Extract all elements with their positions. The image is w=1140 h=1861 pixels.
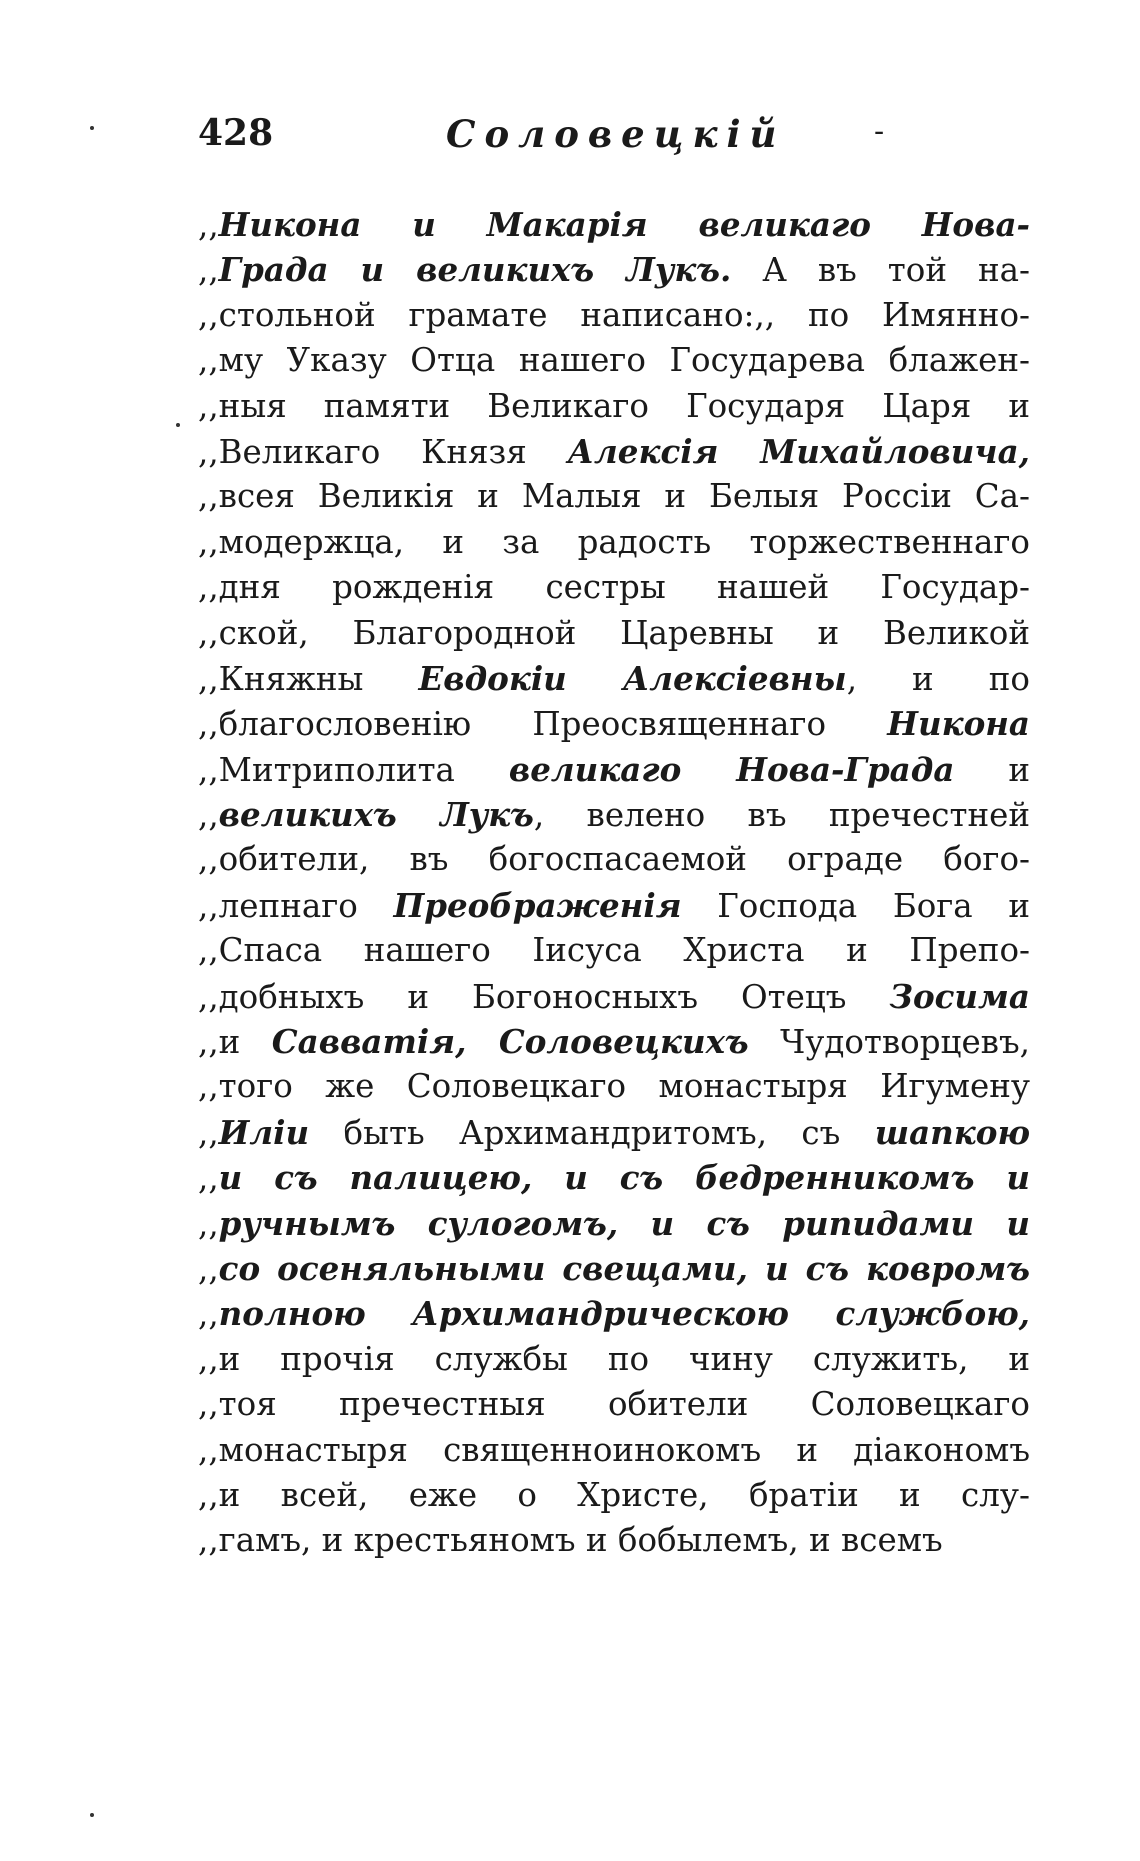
text-line	[198, 1019, 1030, 1064]
text-line	[198, 565, 1030, 610]
italic-text-segment: Зосима	[889, 976, 1030, 1016]
text-segment: ,,и всей, еже о Христе, братіи и слу-	[198, 1475, 1030, 1514]
italic-text-segment: шапкою	[874, 1112, 1030, 1152]
text-line	[198, 1155, 1030, 1200]
text-segment: ,,дня рожденія сестры нашей Государ-	[198, 568, 1030, 607]
text-segment: ,,благословенію Преосвященнаго	[198, 705, 888, 744]
text-segment: быть Архимандритомъ, съ	[309, 1113, 875, 1152]
text-segment: ,,ныя памяти Великаго Государя Царя и	[198, 386, 1030, 425]
text-segment: ,,и прочія службы по чину служить, и	[198, 1339, 1030, 1378]
italic-text-segment: великихъ Лукъ	[218, 795, 534, 835]
italic-text-segment: Града и великихъ Лукъ.	[218, 250, 732, 290]
header-dash: -	[874, 114, 885, 149]
text-line	[198, 1518, 1030, 1563]
italic-text-segment: полною Архимандрическою службою,	[218, 1294, 1030, 1334]
text-segment: ,,	[198, 1159, 219, 1198]
text-line	[198, 429, 1030, 474]
text-segment: ,,всея Великія и Малыя и Белыя Россіи Са-	[198, 477, 1030, 516]
text-line	[198, 1382, 1030, 1427]
text-line	[198, 1428, 1030, 1473]
text-line	[198, 928, 1030, 973]
text-line	[198, 792, 1030, 837]
italic-text-segment: и съ палицею, и съ бедренникомъ и	[218, 1158, 1030, 1198]
text-segment: ,,стольной грамате написано:,, по Имянно-	[198, 295, 1030, 334]
text-line	[198, 1110, 1030, 1155]
text-segment: ,,обители, въ богоспасаемой ограде бого-	[198, 840, 1030, 879]
text-segment: ,,	[198, 206, 219, 244]
italic-text-segment: со осеняльными свещами, и съ ковромъ	[218, 1248, 1030, 1288]
italic-text-segment: ручнымъ сулогомъ, и съ рипидами и	[218, 1203, 1030, 1243]
text-segment: ,,Великаго Князя	[198, 432, 568, 471]
text-segment: ,,тоя пречестныя обители Соловецкаго	[198, 1385, 1030, 1424]
text-line	[198, 1337, 1030, 1382]
print-speck	[176, 423, 180, 427]
text-segment: ,,ской, Благородной Царевны и Великой	[198, 613, 1030, 652]
text-line	[198, 202, 1030, 247]
text-segment: ,,му Указу Отца нашего Государева блажен-	[198, 341, 1030, 380]
italic-text-segment: Никона и Макарія великаго Нова-	[218, 205, 1030, 244]
text-segment: ,,	[198, 796, 219, 835]
text-line	[198, 747, 1030, 792]
text-segment: ,,и	[198, 1023, 272, 1062]
print-speck	[90, 126, 94, 130]
text-segment: ,,Спаса нашего Іисуса Христа и Препо-	[198, 931, 1030, 970]
text-line	[198, 1246, 1030, 1291]
text-line	[198, 1201, 1030, 1246]
page-header	[198, 112, 1022, 162]
text-segment: А въ той на-	[731, 251, 1030, 290]
text-line	[198, 474, 1030, 519]
italic-text-segment: Иліи	[218, 1112, 310, 1152]
text-segment: ,,Митриполита	[198, 750, 509, 789]
text-segment: , и по	[846, 659, 1030, 698]
text-segment: ,,Княжны	[198, 659, 419, 698]
text-line	[198, 1473, 1030, 1518]
italic-text-segment: Алексія Михайловича,	[567, 431, 1030, 471]
text-line	[198, 247, 1030, 292]
text-segment: ,,	[198, 251, 219, 290]
text-line	[198, 883, 1030, 928]
text-segment: , велено въ пречестней	[533, 796, 1030, 835]
text-line	[198, 338, 1030, 383]
text-segment: ,,модержца, и за радость торжественнаго	[198, 522, 1030, 561]
text-segment: и	[954, 750, 1030, 789]
text-segment: ,,добныхъ и Богоносныхъ Отецъ	[198, 977, 890, 1016]
text-segment: ,,монастыря священноинокомъ и діакономъ	[198, 1430, 1030, 1469]
text-segment: ,,	[198, 1204, 219, 1243]
text-line	[198, 1291, 1030, 1336]
italic-text-segment: Савватія, Соловецкихъ	[271, 1022, 749, 1062]
text-line	[198, 701, 1030, 746]
text-line	[198, 974, 1030, 1019]
text-line	[198, 611, 1030, 656]
text-segment: ,,	[198, 1295, 219, 1334]
text-segment: Чудотворцевъ,	[748, 1023, 1030, 1062]
text-segment: ,,	[198, 1113, 219, 1152]
running-title: Соловецкій	[446, 112, 786, 156]
print-speck	[90, 1813, 94, 1817]
italic-text-segment: Евдокіи Алексіевны	[418, 658, 847, 698]
italic-text-segment: великаго Нова-Града	[508, 749, 955, 789]
text-line	[198, 293, 1030, 338]
text-line	[198, 1064, 1030, 1109]
italic-text-segment: Никона	[887, 704, 1030, 744]
text-segment: Господа Бога и	[681, 886, 1030, 925]
body-text	[198, 202, 1030, 1564]
text-line	[198, 384, 1030, 429]
text-line	[198, 520, 1030, 565]
text-segment: ,,гамъ, и крестьяномъ и бобылемъ, и всемъ	[198, 1521, 943, 1560]
text-segment: ,,лепнаго	[198, 886, 394, 925]
text-segment: ,,того же Соловецкаго монастыря Игумену	[198, 1067, 1030, 1106]
text-line	[198, 837, 1030, 882]
text-segment: ,,	[198, 1249, 219, 1288]
text-line	[198, 656, 1030, 701]
page-number: 428	[198, 112, 274, 154]
italic-text-segment: Преображенія	[393, 885, 682, 925]
